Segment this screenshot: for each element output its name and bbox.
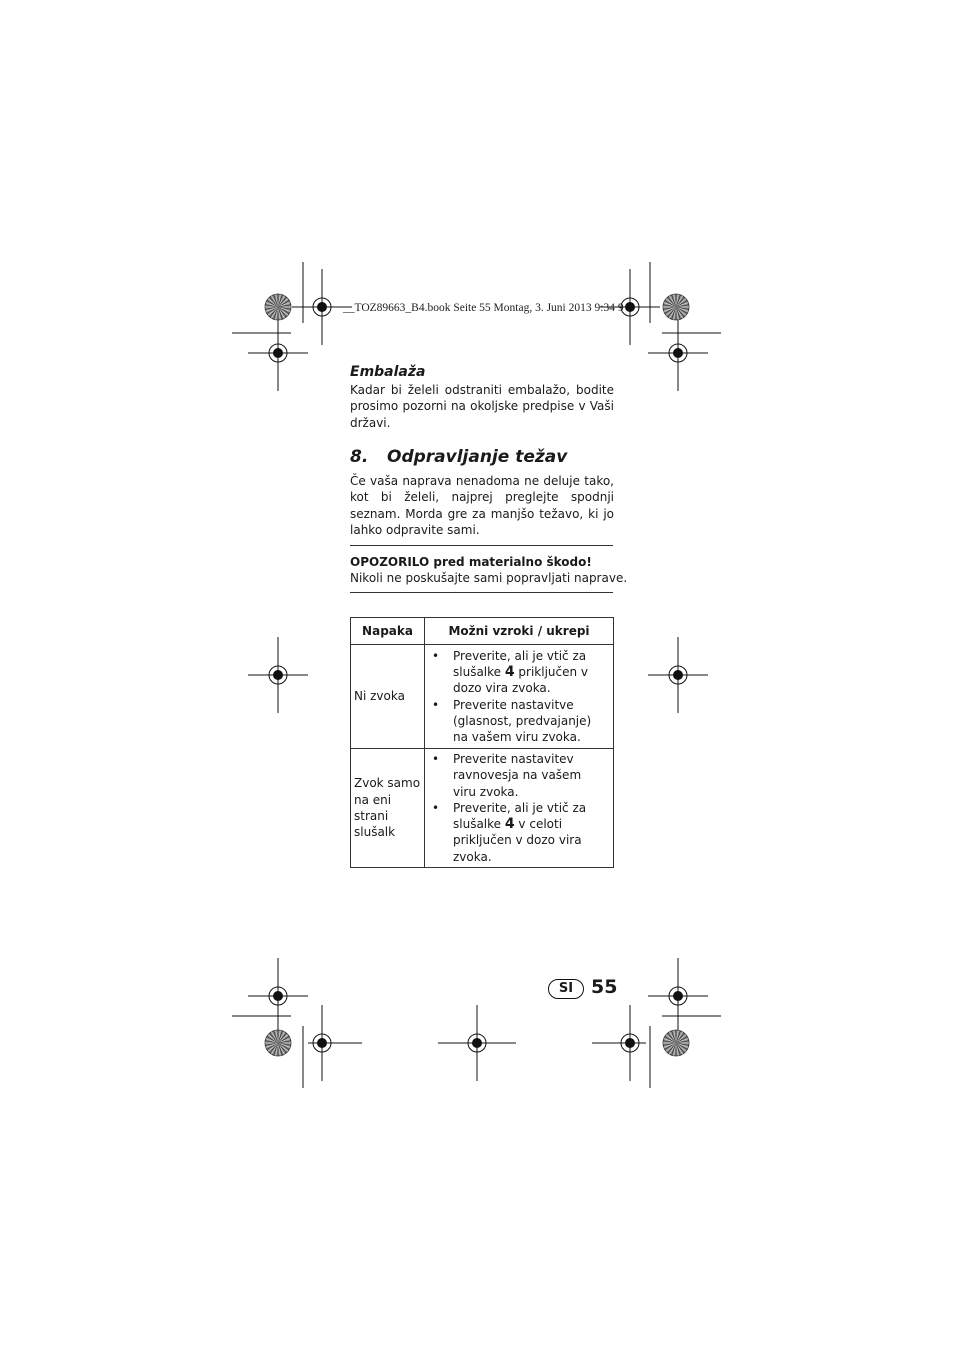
cause-text: v celoti priključen v dozo vira zvoka.	[453, 817, 582, 864]
warning-top-rule	[350, 545, 613, 546]
sunburst-mark-icon	[265, 294, 291, 320]
section-heading	[350, 447, 614, 467]
part-number: 4	[504, 663, 515, 680]
bullet-icon: •	[432, 648, 440, 663]
list-item	[429, 800, 607, 865]
registration-target-icon	[648, 958, 708, 1034]
fault-cell: Zvok samo na eni strani slušalk	[351, 749, 425, 868]
warning-text: Nikoli ne poskušajte sami popravljati naprave.	[350, 571, 628, 585]
header-fault: Napaka	[351, 618, 425, 645]
bullet-icon: •	[432, 752, 440, 766]
registration-target-icon	[248, 637, 308, 713]
header-causes: Možni vzroki / ukrepi	[425, 618, 614, 645]
cause-text: Preverite nastavitve (glasnost, predvajanje) na vašem viru zvoka.	[453, 697, 592, 745]
causes-cell	[425, 645, 614, 749]
sunburst-mark-icon	[663, 294, 689, 320]
section-intro: Če vaša naprava nenadoma ne deluje tako, kot bi želeli, najprej preglejte spodnji seznam. Morda gre za manjšo težavo, ki jo lahko odpravite sami.	[350, 474, 614, 537]
sunburst-mark-icon	[265, 1030, 291, 1056]
registration-target-icon	[308, 1005, 362, 1081]
registration-target-icon	[592, 1005, 646, 1081]
registration-target-icon	[648, 637, 708, 713]
page-number: 55	[591, 976, 618, 998]
troubleshooting-table	[350, 617, 614, 868]
registration-target-icon	[438, 1005, 516, 1081]
registration-target-icon	[248, 958, 308, 1034]
table-header-row	[351, 618, 614, 645]
cause-text: priključen v dozo vira zvoka.	[453, 664, 589, 696]
print-header-line: __TOZ89663_B4.book Seite 55 Montag, 3. Juni 2013 9:34 9	[343, 302, 624, 314]
list-item	[429, 648, 607, 697]
warning-title: OPOZORILO pred materialno škodo!	[350, 555, 592, 569]
list-item	[429, 751, 607, 800]
registration-target-icon	[648, 315, 708, 391]
bullet-icon: •	[432, 800, 440, 815]
list-item	[429, 697, 607, 746]
table-row	[351, 749, 614, 868]
cause-text: Preverite, ali je vtič za slušalke	[453, 648, 587, 679]
language-badge: SI	[548, 979, 584, 999]
section-title: Odpravljanje težav	[387, 447, 568, 467]
section-number: 8.	[350, 447, 369, 467]
warning-bottom-rule	[350, 592, 613, 593]
cause-text: Preverite nastavitev ravnovesja na vašem viru zvoka.	[453, 752, 582, 799]
registration-target-icon	[248, 315, 308, 391]
sunburst-mark-icon	[663, 1030, 689, 1056]
part-number: 4	[504, 816, 515, 833]
fault-cell: Ni zvoka	[351, 645, 425, 749]
bullet-icon: •	[432, 697, 440, 712]
table-row	[351, 645, 614, 749]
packaging-text: Kadar bi želeli odstraniti embalažo, bodite prosimo pozorni na okoljske predpise v Vaši državi.	[350, 383, 614, 430]
packaging-heading: Embalaža	[350, 364, 426, 380]
cause-text: Preverite, ali je vtič za slušalke	[453, 800, 587, 832]
causes-cell	[425, 749, 614, 868]
